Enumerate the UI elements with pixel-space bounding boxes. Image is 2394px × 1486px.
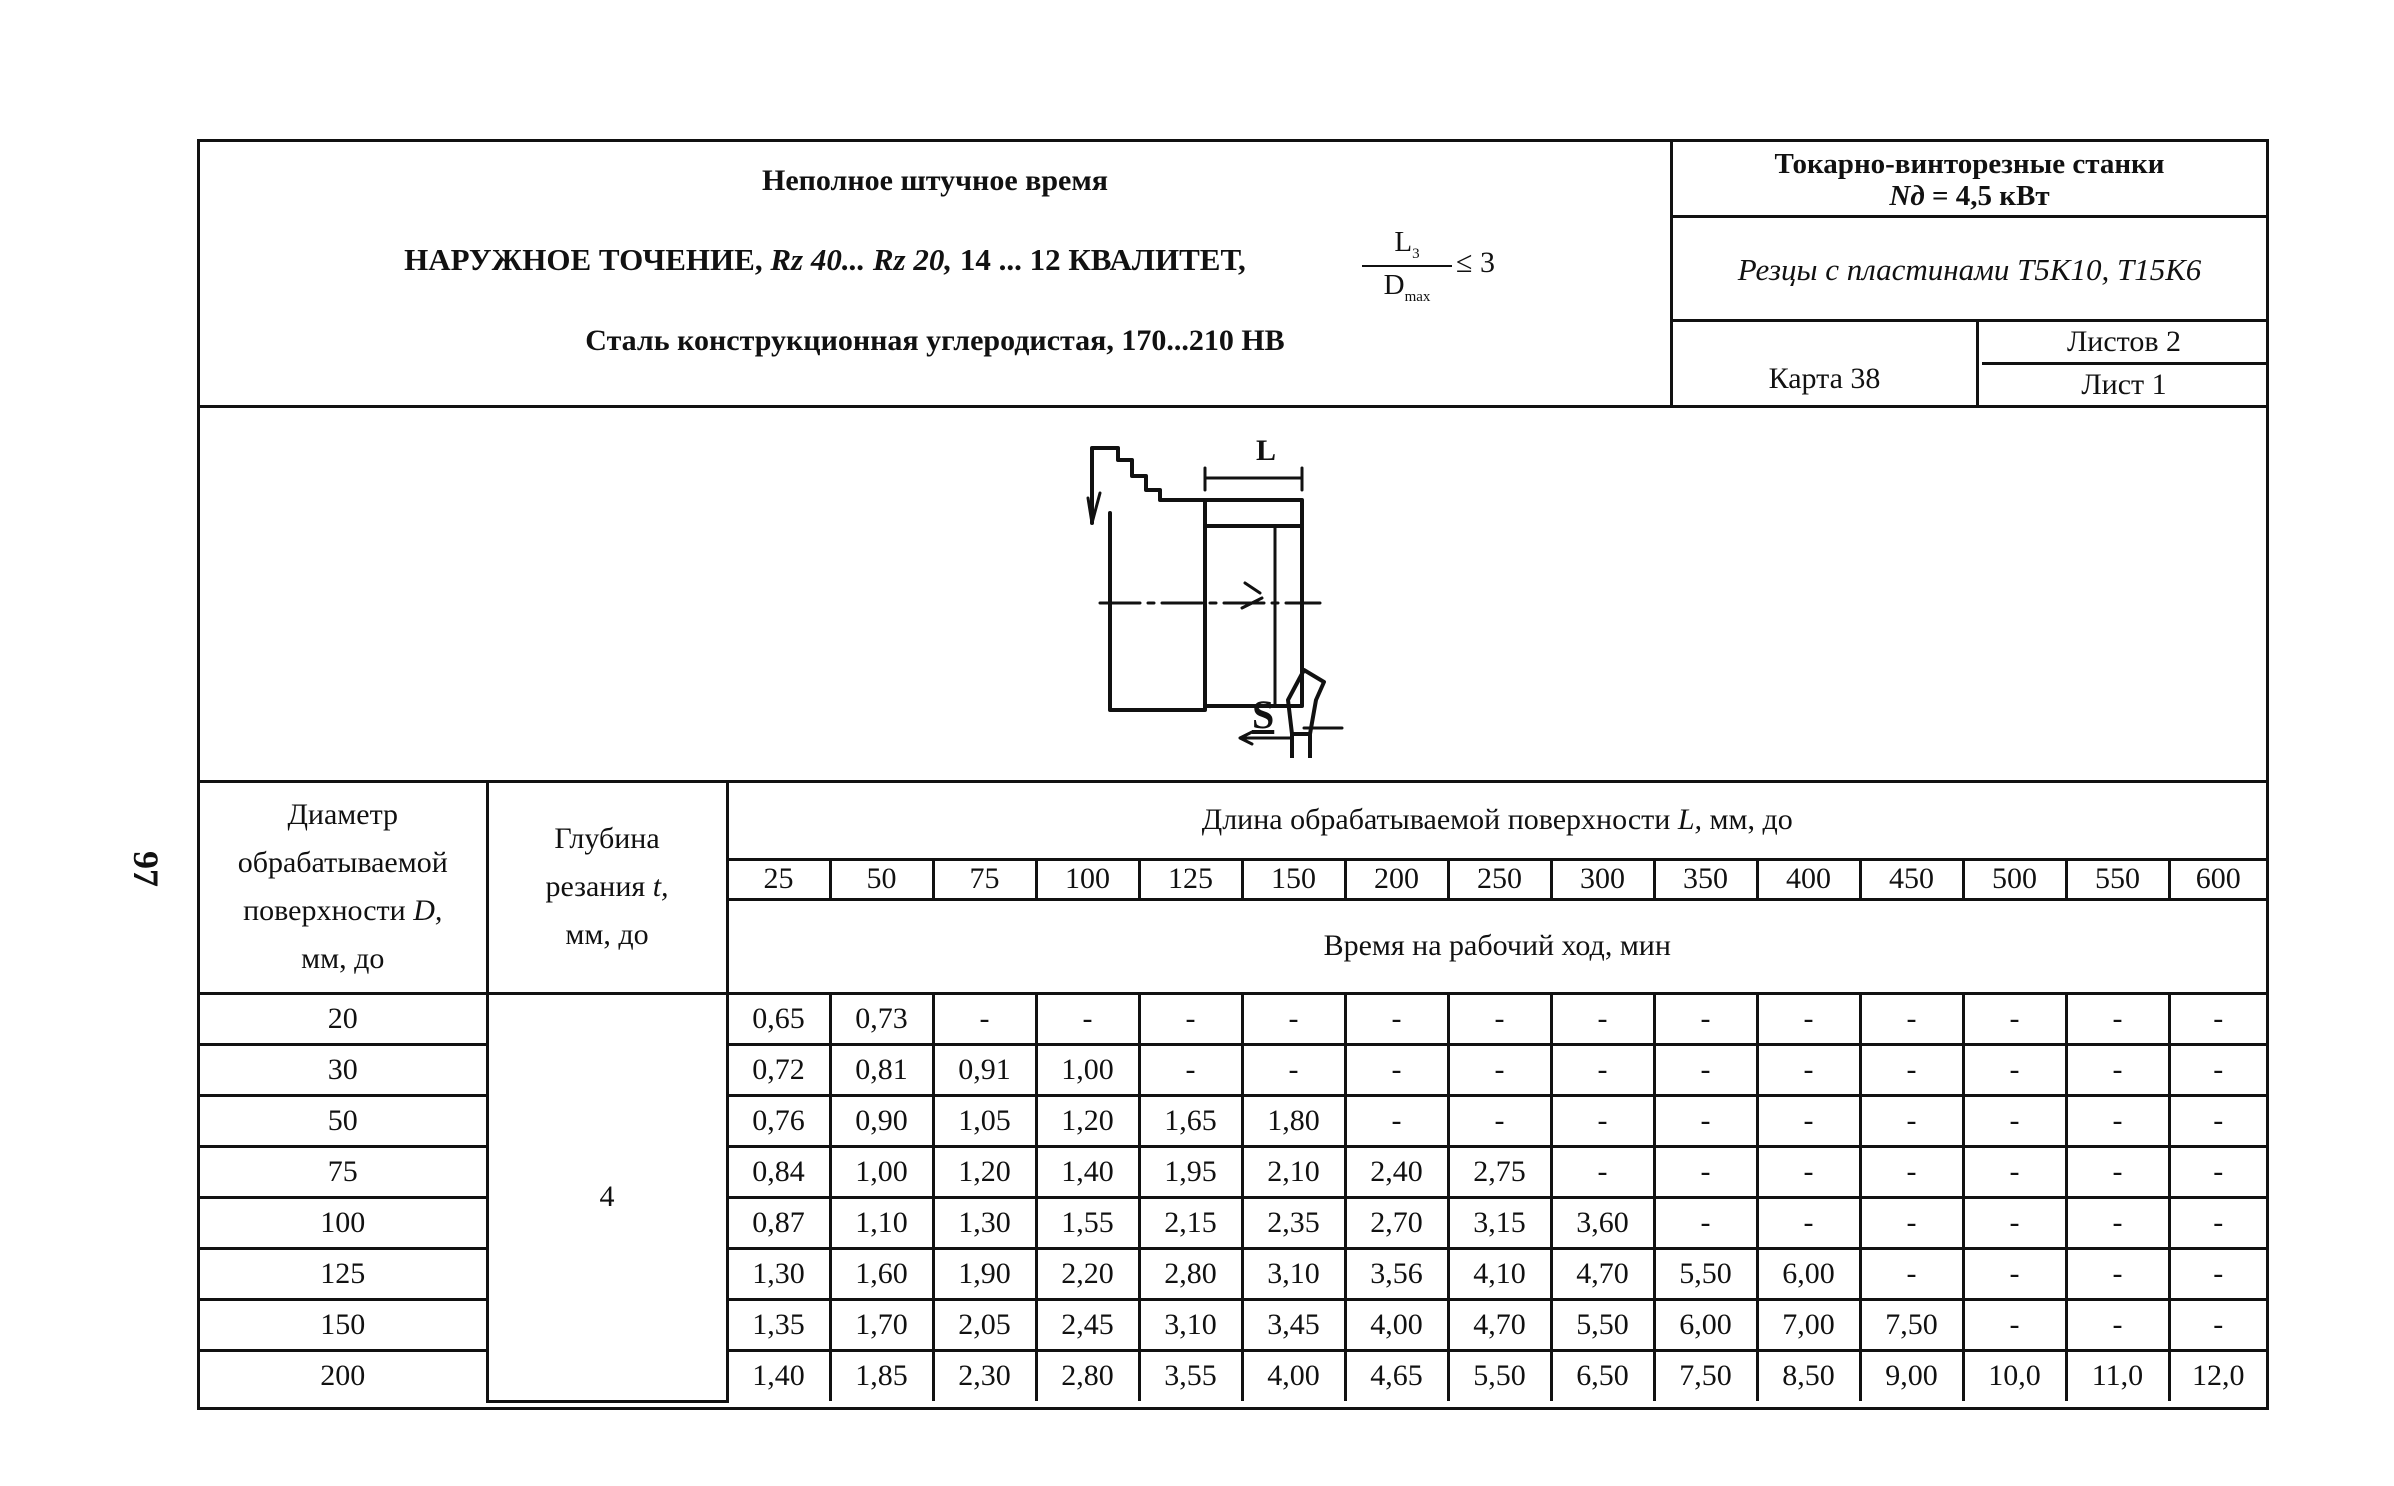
time-cell: - xyxy=(1860,1044,1963,1095)
time-cell: - xyxy=(1757,1146,1860,1197)
time-cell: - xyxy=(1757,993,1860,1044)
diameter-cell: 125 xyxy=(200,1248,487,1299)
time-cell: - xyxy=(2066,993,2169,1044)
diameter-cell: 75 xyxy=(200,1146,487,1197)
length-cell: 50 xyxy=(830,859,933,899)
time-cell: - xyxy=(1860,1146,1963,1197)
time-cell: 8,50 xyxy=(1757,1350,1860,1401)
time-cell: 5,50 xyxy=(1448,1350,1551,1401)
time-cell: - xyxy=(1139,993,1242,1044)
time-cell: - xyxy=(2066,1095,2169,1146)
card-header xyxy=(200,142,2266,408)
time-cell: - xyxy=(2169,1197,2266,1248)
sketch-label-length: L xyxy=(1256,438,1277,467)
time-cell: 1,30 xyxy=(727,1248,830,1299)
page-number: 97 xyxy=(126,851,166,887)
time-cell: - xyxy=(1551,1146,1654,1197)
time-cell: 0,81 xyxy=(830,1044,933,1095)
machine-type: Токарно-винторезные станки xyxy=(1774,148,2165,180)
time-cell: - xyxy=(1551,993,1654,1044)
time-cell: 2,80 xyxy=(1036,1350,1139,1401)
time-cell: - xyxy=(1757,1095,1860,1146)
time-cell: 1,90 xyxy=(933,1248,1036,1299)
time-cell: - xyxy=(1757,1197,1860,1248)
power-label: Nд xyxy=(1889,180,1925,212)
time-cell: 1,00 xyxy=(1036,1044,1139,1095)
time-cell: 1,30 xyxy=(933,1197,1036,1248)
table-row xyxy=(200,993,2266,1044)
length-cell: 150 xyxy=(1242,859,1345,899)
time-cell: 2,20 xyxy=(1036,1248,1139,1299)
time-cell: 4,70 xyxy=(1551,1248,1654,1299)
time-cell: - xyxy=(1963,1248,2066,1299)
time-cell: - xyxy=(1860,993,1963,1044)
time-cell: - xyxy=(2066,1146,2169,1197)
time-cell: 0,87 xyxy=(727,1197,830,1248)
time-cell: - xyxy=(1654,1197,1757,1248)
time-cell: - xyxy=(2066,1299,2169,1350)
operation: НАРУЖНОЕ ТОЧЕНИЕ, xyxy=(404,242,763,277)
time-cell: - xyxy=(2169,1299,2266,1350)
title: Неполное штучное время xyxy=(761,164,1109,197)
time-cell: 5,50 xyxy=(1551,1299,1654,1350)
material: Сталь конструкционная углеродистая, 170...210 НВ xyxy=(585,324,1285,357)
diameter-cell: 100 xyxy=(200,1197,487,1248)
time-cell: 6,00 xyxy=(1654,1299,1757,1350)
header-diameter: Диаметр обрабатываемой поверхности D, мм, до xyxy=(200,783,487,993)
turning-diagram xyxy=(1080,438,1380,758)
time-cell: 7,50 xyxy=(1860,1299,1963,1350)
time-cell: 2,80 xyxy=(1139,1248,1242,1299)
time-cell: - xyxy=(1963,1299,2066,1350)
time-cell: 3,60 xyxy=(1551,1197,1654,1248)
time-cell: 1,70 xyxy=(830,1299,933,1350)
length-cell: 600 xyxy=(2169,859,2266,899)
time-cell: 1,80 xyxy=(1242,1095,1345,1146)
time-cell: - xyxy=(2066,1044,2169,1095)
diameter-cell: 200 xyxy=(200,1350,487,1401)
length-cell: 550 xyxy=(2066,859,2169,899)
diameter-cell: 20 xyxy=(200,993,487,1044)
time-cell: - xyxy=(1654,993,1757,1044)
time-cell: - xyxy=(2169,1044,2266,1095)
time-cell: 2,45 xyxy=(1036,1299,1139,1350)
time-cell: 1,40 xyxy=(727,1350,830,1401)
time-cell: 4,70 xyxy=(1448,1299,1551,1350)
time-cell: - xyxy=(1963,1044,2066,1095)
ratio-condition: ≤ 3 xyxy=(1456,246,1495,279)
time-cell: - xyxy=(1654,1044,1757,1095)
time-cell: 2,10 xyxy=(1242,1146,1345,1197)
time-cell: 4,00 xyxy=(1242,1350,1345,1401)
time-cell: - xyxy=(1860,1197,1963,1248)
time-cell: - xyxy=(1654,1095,1757,1146)
time-cell: 2,35 xyxy=(1242,1197,1345,1248)
header-depth: Глубина резания t, мм, до xyxy=(487,783,727,993)
time-cell: 3,45 xyxy=(1242,1299,1345,1350)
time-cell: 1,55 xyxy=(1036,1197,1139,1248)
time-cell: 1,10 xyxy=(830,1197,933,1248)
card-frame xyxy=(197,139,2269,1410)
depth-cell: 4 xyxy=(487,993,727,1401)
time-cell: 1,20 xyxy=(933,1146,1036,1197)
time-cell: - xyxy=(933,993,1036,1044)
time-cell: 1,85 xyxy=(830,1350,933,1401)
time-cell: 3,10 xyxy=(1139,1299,1242,1350)
diameter-cell: 50 xyxy=(200,1095,487,1146)
time-cell: 9,00 xyxy=(1860,1350,1963,1401)
time-cell: 3,56 xyxy=(1345,1248,1448,1299)
time-cell: - xyxy=(1963,1095,2066,1146)
turning-sketch xyxy=(200,408,2266,783)
time-cell: 0,72 xyxy=(727,1044,830,1095)
length-cell: 250 xyxy=(1448,859,1551,899)
time-cell: 1,35 xyxy=(727,1299,830,1350)
length-cell: 200 xyxy=(1345,859,1448,899)
time-cell: - xyxy=(1448,1044,1551,1095)
ratio-denominator: D xyxy=(1383,268,1405,301)
time-cell: 1,20 xyxy=(1036,1095,1139,1146)
time-cell: - xyxy=(1345,1095,1448,1146)
time-cell: - xyxy=(1345,1044,1448,1095)
time-cell: - xyxy=(2066,1197,2169,1248)
diameter-cell: 30 xyxy=(200,1044,487,1095)
time-cell: 1,65 xyxy=(1139,1095,1242,1146)
length-cell: 100 xyxy=(1036,859,1139,899)
time-cell: - xyxy=(2169,1146,2266,1197)
length-cell: 350 xyxy=(1654,859,1757,899)
time-cell: 3,10 xyxy=(1242,1248,1345,1299)
time-cell: 2,15 xyxy=(1139,1197,1242,1248)
time-cell: 0,76 xyxy=(727,1095,830,1146)
card-number: Карта 38 xyxy=(1673,322,1979,405)
time-cell: 0,91 xyxy=(933,1044,1036,1095)
time-cell: 5,50 xyxy=(1654,1248,1757,1299)
header-time: Время на рабочий ход, мин xyxy=(727,899,2266,993)
roughness: Rz 40... Rz 20, xyxy=(770,242,953,277)
time-cell: 2,30 xyxy=(933,1350,1036,1401)
length-cell: 125 xyxy=(1139,859,1242,899)
time-cell: 4,00 xyxy=(1345,1299,1448,1350)
time-cell: 1,40 xyxy=(1036,1146,1139,1197)
time-cell: 11,0 xyxy=(2066,1350,2169,1401)
time-cell: 4,10 xyxy=(1448,1248,1551,1299)
time-cell: - xyxy=(1757,1044,1860,1095)
ratio-fraction: $L_3$ $D_{max}$ xyxy=(1362,226,1452,306)
sheet-current: Лист 1 xyxy=(2081,368,2167,401)
power-value: = 4,5 кВт xyxy=(1932,180,2050,212)
time-cell: - xyxy=(1963,1197,2066,1248)
time-cell: 6,50 xyxy=(1551,1350,1654,1401)
time-cell: - xyxy=(1448,993,1551,1044)
time-cell: 12,0 xyxy=(2169,1350,2266,1401)
time-cell: 2,05 xyxy=(933,1299,1036,1350)
time-cell: 1,00 xyxy=(830,1146,933,1197)
time-cell: 1,05 xyxy=(933,1095,1036,1146)
time-cell: - xyxy=(2066,1248,2169,1299)
ratio-numerator: L xyxy=(1394,226,1413,258)
sheets-total: Листов 2 xyxy=(1982,322,2266,365)
time-cell: - xyxy=(1242,1044,1345,1095)
time-cell: - xyxy=(1242,993,1345,1044)
sketch-label-feed: S xyxy=(1252,692,1275,737)
time-cell: 3,55 xyxy=(1139,1350,1242,1401)
qualitet: 14 ... 12 КВАЛИТЕТ, xyxy=(959,242,1246,277)
length-cell: 75 xyxy=(933,859,1036,899)
time-cell: - xyxy=(1654,1146,1757,1197)
length-cell: 400 xyxy=(1757,859,1860,899)
header-title-block xyxy=(200,142,1673,405)
length-cell: 450 xyxy=(1860,859,1963,899)
length-cell: 25 xyxy=(727,859,830,899)
time-cell: 0,73 xyxy=(830,993,933,1044)
time-cell: 2,75 xyxy=(1448,1146,1551,1197)
time-cell: - xyxy=(1036,993,1139,1044)
time-cell: - xyxy=(1551,1095,1654,1146)
time-cell: 4,65 xyxy=(1345,1350,1448,1401)
length-cell: 300 xyxy=(1551,859,1654,899)
time-cell: 3,15 xyxy=(1448,1197,1551,1248)
time-cell: 1,95 xyxy=(1139,1146,1242,1197)
time-cell: 0,65 xyxy=(727,993,830,1044)
machine-info xyxy=(1673,142,2266,218)
time-cell: 2,70 xyxy=(1345,1197,1448,1248)
length-cell: 500 xyxy=(1963,859,2066,899)
time-cell: 7,00 xyxy=(1757,1299,1860,1350)
time-cell: - xyxy=(1345,993,1448,1044)
time-cell: - xyxy=(1860,1248,1963,1299)
time-cell: - xyxy=(1963,1146,2066,1197)
time-cell: - xyxy=(2169,1095,2266,1146)
diameter-cell: 150 xyxy=(200,1299,487,1350)
time-cell: - xyxy=(1963,993,2066,1044)
time-cell: 6,00 xyxy=(1757,1248,1860,1299)
time-cell: 0,90 xyxy=(830,1095,933,1146)
time-cell: 1,60 xyxy=(830,1248,933,1299)
time-table xyxy=(200,783,2266,1403)
time-cell: 10,0 xyxy=(1963,1350,2066,1401)
time-cell: - xyxy=(1551,1044,1654,1095)
time-cell: - xyxy=(2169,1248,2266,1299)
time-cell: 2,40 xyxy=(1345,1146,1448,1197)
time-cell: - xyxy=(2169,993,2266,1044)
tool-info: Резцы с пластинами Т5К10, Т15К6 xyxy=(1673,221,2266,322)
header-info-block xyxy=(1673,142,2266,405)
time-cell: - xyxy=(1139,1044,1242,1095)
time-cell: - xyxy=(1448,1095,1551,1146)
time-cell: - xyxy=(1860,1095,1963,1146)
header-length: Длина обрабатываемой поверхности L, мм, до xyxy=(727,783,2266,859)
time-cell: 0,84 xyxy=(727,1146,830,1197)
time-cell: 7,50 xyxy=(1654,1350,1757,1401)
